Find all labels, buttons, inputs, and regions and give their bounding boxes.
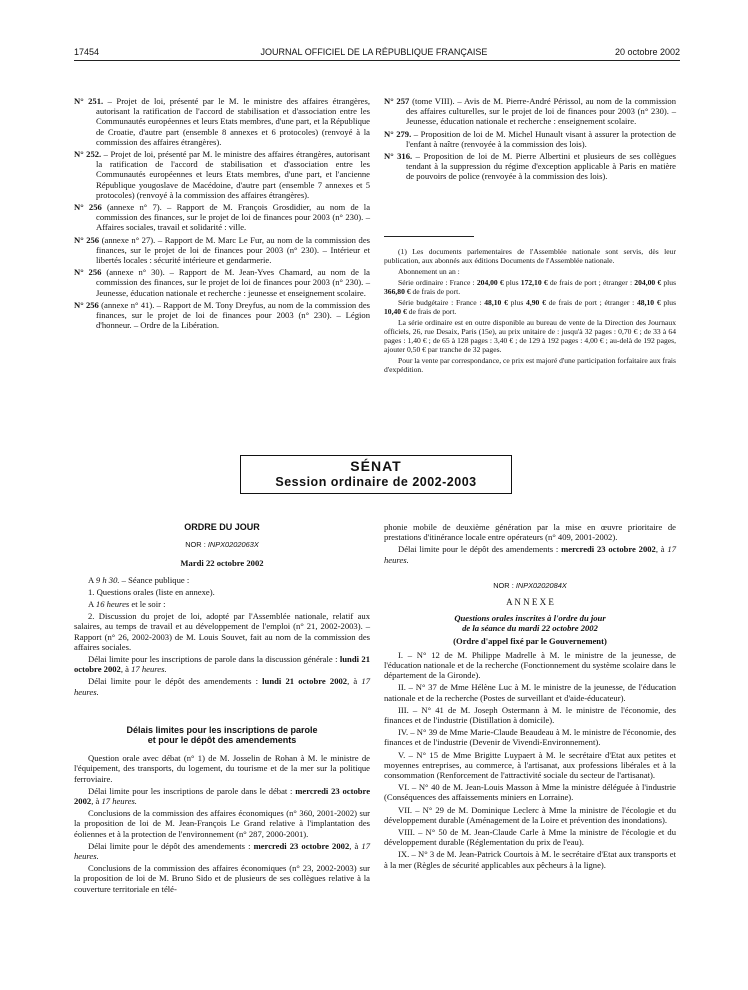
agenda-line: A 16 heures et le soir : bbox=[88, 599, 166, 610]
item-text: – Proposition de loi de M. Pierre Albertini et plusieurs de ses collègues tendant à la suppression du régime d'exception applicable à Paris en matière de pouvoirs de police (renvoyée à la commission des lois). bbox=[406, 151, 676, 182]
deadlines-heading-2: et pour le dépôt des amendements bbox=[147, 735, 297, 746]
nor-reference: NOR : INPX0202084X bbox=[493, 580, 567, 590]
list-item bbox=[74, 149, 370, 200]
questions-heading-3: (Ordre d'appel fixé par le Gouvernement) bbox=[453, 635, 607, 646]
header-rule bbox=[74, 60, 680, 61]
session-date: Mardi 22 octobre 2002 bbox=[180, 558, 264, 569]
footnote bbox=[384, 247, 676, 376]
question-item: IV. – N° 39 de Mme Marie-Claude Beaudeau à M. le ministre de l'économie, des finances et de l'industrie (Devenir de Vivendi-Environnement). bbox=[384, 727, 676, 748]
item-number: N° 316. bbox=[384, 151, 413, 162]
agenda-line: A 9 h 30. – Séance publique : bbox=[88, 574, 190, 585]
question-item: I. – N° 12 de M. Philippe Madrelle à M. le ministre de la jeunesse, de l'éducation nationale et de la recherche (Fonctionnement du système scolaire dans le département de la Gironde). bbox=[384, 649, 676, 681]
sale-info: La série ordinaire est en outre disponible au bureau de vente de la Direction des Journaux officiels, 26, rue Desaix, Paris (15e), au prix unitaire de : jusqu'à 32 pages : 0,70 € ; de 33 à 64 pages : 1,40 € ; de 65 à 128 pages : 3,40 € ; de 129 à 192 pages : 4,00 € ; au-delà de 192 pages, ajouter 0,50 € par tranche de 32 pages. bbox=[384, 318, 676, 354]
item-text: – Projet de loi, présenté par M. le ministre des affaires étrangères, autorisant la ratification de l'accord de stabilisation et d'association entre les Communautés européennes et leurs Etats membres, d'une part, et l'ancienne République yougoslave de Macédoine, d'autre part (ensemble 7 annexes et 5 protocoles) (renvoyé à la commission des affaires étrangères). bbox=[96, 149, 370, 200]
bottom-left-column bbox=[74, 522, 370, 896]
item-number: N° 252. bbox=[74, 149, 102, 160]
item-text: (annexe n° 7). – Rapport de M. François Grosdidier, au nom de la commission des finances, sur le projet de loi de finances pour 2003 (n° 230). – Affaires sociales, travail et solidarité : ville. bbox=[96, 202, 371, 233]
bottom-right-column bbox=[384, 522, 676, 872]
senat-title: SÉNAT bbox=[350, 458, 402, 474]
agenda-line: 2. Discussion du projet de loi, adopté par l'Assemblée nationale, relatif aux salaires, au temps de travail et au développement de l'emploi (n° 21, 2002-2003). – Rapport (n° 26, 2002-2003) de M. Louis Souvet, fait au nom de la commission des affaires sociales. bbox=[74, 611, 370, 652]
subscription-label: Abonnement un an : bbox=[398, 267, 460, 276]
deadlines-heading-1: Délais limites pour les inscriptions de parole bbox=[126, 724, 318, 735]
item-text: (annexe n° 41). – Rapport de M. Tony Dreyfus, au nom de la commission des finances, sur le projet de loi de finances pour 2003 (n° 230). – Légion d'honneur. – Ordre de la Libération. bbox=[96, 299, 370, 331]
question-item: VII. – N° 29 de M. Dominique Leclerc à Mme la ministre de l'écologie et du développement durable (Aménagement de la Loire et prévention des inondations). bbox=[384, 804, 676, 825]
subscription-budget: Série budgétaire : France : 48,10 € plus 4,90 € de frais de port ; étranger : 48,10 € plus 10,40 € de frais de port. bbox=[384, 298, 677, 316]
questions-heading-1: Questions orales inscrites à l'ordre du jour bbox=[454, 613, 606, 624]
item-number: N° 256 bbox=[74, 267, 102, 278]
debate-item: Question orale avec débat (n° 1) de M. Josselin de Rohan à M. le ministre de l'équipement, des transports, du logement, du tourisme et de la mer sur la politique ferroviaire. bbox=[74, 753, 370, 784]
debate-item: Conclusions de la commission des affaires économiques (n° 360, 2001-2002) sur la proposition de loi de M. Jean-François Le Grand relative à l'implantation des éoliennes et à la protection de l'environnement (n° 287, 2000-2001). bbox=[74, 808, 370, 839]
nor-reference: NOR : INPX0202063X bbox=[185, 540, 259, 550]
agenda-line: 1. Questions orales (liste en annexe). bbox=[88, 586, 215, 597]
subscription-ordinary: Série ordinaire : France : 204,00 € plus 172,10 € de frais de port ; étranger : 204,00 € plus 366,80 € de frais de port. bbox=[384, 278, 677, 296]
issue-date: 20 octobre 2002 bbox=[614, 47, 680, 57]
list-item bbox=[74, 96, 370, 147]
page-number: 17454 bbox=[74, 47, 100, 57]
item-text: – Projet de loi, présenté par le M. le ministre des affaires étrangères, autorisant la ratification de l'accord de stabilisation et d'association entre les Communautés européennes et leurs Etats membres, d'une part, et la République de Croatie, d'autre part (ensemble 8 annexes et 6 protocoles) (renvoyé à la commission des affaires étrangères). bbox=[96, 96, 370, 147]
item-text: – Proposition de loi de M. Michel Hunault visant à assurer la protection de l'enfant à naître (renvoyée à la commission des lois). bbox=[406, 128, 676, 149]
order-of-day-heading: ORDRE DU JOUR bbox=[184, 522, 260, 532]
footnote-text: (1) Les documents parlementaires de l'Assemblée nationale sont servis, dès leur publication, aux abonnés aux éditions Documents de l'Assemblée nationale. bbox=[384, 247, 676, 265]
item-number: N° 251. bbox=[74, 96, 104, 106]
deadline-line: Délai limite pour le dépôt des amendements : mercredi 23 octobre 2002, à 17 heures. bbox=[74, 840, 370, 862]
question-item: III. – N° 41 de M. Joseph Ostermann à M. le ministre de l'économie, des finances et de l'industrie (Distillation à domicile). bbox=[384, 704, 676, 726]
deadline-line: Délai limite pour les inscriptions de parole dans la discussion générale : lundi 21 octobre 2002, à 17 heures. bbox=[74, 654, 370, 675]
question-item: VIII. – N° 50 de M. Jean-Claude Carle à Mme la ministre de l'écologie et du développement durable (Réglementation du prix de l'eau). bbox=[384, 827, 676, 848]
deadline-line: Délai limite pour les inscriptions de parole dans le débat : mercredi 23 octobre 2002, à 17 heures. bbox=[74, 785, 371, 807]
deadline-line: Délai limite pour le dépôt des amendements : mercredi 23 octobre 2002, à 17 heures. bbox=[384, 544, 676, 565]
question-item: V. – N° 15 de Mme Brigitte Luypaert à M. le secrétaire d'Etat aux petites et moyennes entreprises, au commerce, à l'artisanat, aux professions libérales et à la consommation (Renforcement de l'attractivité sociale du secteur de l'artisanat). bbox=[384, 749, 676, 781]
question-item: IX. – N° 3 de M. Jean-Patrick Courtois à M. le secrétaire d'Etat aux transports et à la mer (Règles de sécurité applicables aux pêcheurs à la ligne). bbox=[384, 849, 676, 870]
debate-item: Conclusions de la commission des affaires économiques (n° 23, 2002-2003) sur la proposition de loi de M. Bruno Sido et de plusieurs de ses collègues relative à la couverture territoriale en télé- bbox=[74, 863, 370, 894]
item-number: N° 279. bbox=[384, 128, 412, 139]
item-text: (tome VIII). – Avis de M. Pierre-André Périssol, au nom de la commission des affaires culturelles, sur le projet de loi de finances pour 2003 (n° 230). – Jeunesse, éducation nationale et recherche : enseignement scolaire. bbox=[406, 96, 677, 127]
list-item bbox=[74, 202, 370, 233]
mail-order-info: Pour la vente par correspondance, ce prix est majoré d'une participation forfaitaire aux frais d'expédition. bbox=[384, 356, 676, 374]
item-text: (annexe n° 30). – Rapport de M. Jean-Yves Chamard, au nom de la commission des finances, sur le projet de loi de finances pour 2003 (n° 230). – Jeunesse, éducation nationale et recherche : jeunesse et enseignement scolaire. bbox=[96, 267, 370, 298]
top-right-column bbox=[384, 96, 676, 184]
list-item bbox=[74, 235, 370, 266]
item-number: N° 256 bbox=[74, 299, 99, 310]
senat-banner bbox=[240, 455, 512, 494]
item-number: N° 256 bbox=[74, 202, 102, 213]
item-number: N° 256 bbox=[74, 234, 100, 245]
list-item bbox=[384, 129, 676, 149]
session-title: Session ordinaire de 2002-2003 bbox=[275, 475, 477, 489]
list-item bbox=[384, 96, 676, 127]
item-number: N° 257 bbox=[384, 96, 410, 106]
deadline-line: Délai limite pour le dépôt des amendements : lundi 21 octobre 2002, à 17 heures. bbox=[74, 676, 370, 697]
list-item bbox=[384, 151, 676, 182]
top-left-column bbox=[74, 96, 370, 332]
journal-title: JOURNAL OFFICIEL DE LA RÉPUBLIQUE FRANÇAISE bbox=[260, 47, 488, 57]
item-text: (annexe n° 27). – Rapport de M. Marc Le Fur, au nom de la commission des finances, sur le projet de loi de finances pour 2003 (n° 230). – Intérieur et libertés locales : sécurité intérieure et gendarmerie. bbox=[96, 234, 370, 266]
footnote-rule bbox=[384, 236, 474, 237]
annexe-heading: A N N E X E bbox=[506, 597, 554, 608]
list-item bbox=[74, 300, 370, 331]
continued-text: phonie mobile de deuxième génération par la mise en œuvre prioritaire de prestations d'itinérance locale entre opérateurs (n° 409, 2001-2002). bbox=[384, 522, 676, 543]
question-item: II. – N° 37 de Mme Hélène Luc à M. le ministre de la jeunesse, de l'éducation nationale et de la recherche (Postes de surveillant et d'aide-éducateur). bbox=[384, 682, 676, 703]
list-item bbox=[74, 267, 370, 298]
question-item: VI. – N° 40 de M. Jean-Louis Masson à Mme la ministre déléguée à l'industrie (Conséquences des affaissements miniers en Lorraine). bbox=[384, 782, 676, 803]
questions-heading-2: de la séance du mardi 22 octobre 2002 bbox=[462, 623, 598, 634]
